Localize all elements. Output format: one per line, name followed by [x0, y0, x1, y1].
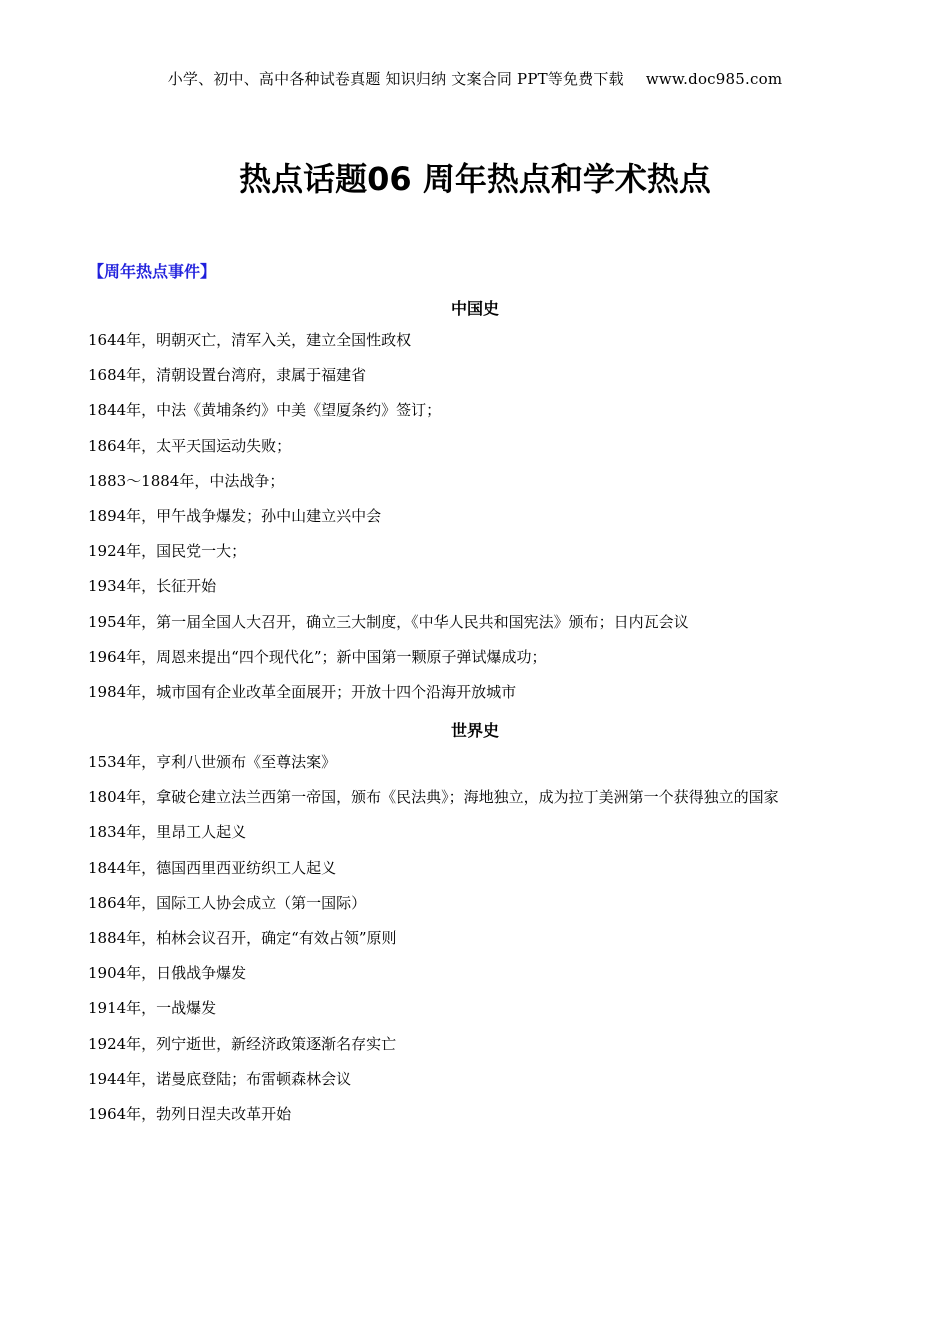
- list-item: 1804年，拿破仑建立法兰西第一帝国，颁布《民法典》；海地独立，成为拉丁美洲第一个获得独立的国家: [88, 788, 779, 807]
- list-item: 1914年，一战爆发: [88, 999, 217, 1018]
- list-item: 1944年，诺曼底登陆；布雷顿森林会议: [88, 1069, 352, 1088]
- list-item: 1844年，德国西里西亚纺织工人起义: [88, 858, 337, 877]
- china-history-list: [88, 329, 689, 716]
- world-history-list: [88, 751, 779, 1138]
- list-item: 1924年，国民党一大；: [88, 542, 247, 561]
- list-item: 1864年，太平天国运动失败；: [88, 436, 292, 455]
- header-text: 小学、初中、高中各种试卷真题 知识归纳 文案合同 PPT等免费下载: [167, 70, 624, 88]
- list-item: 1684年，清朝设置台湾府，隶属于福建省: [88, 366, 367, 385]
- header-url[interactable]: www.doc985.com: [645, 70, 783, 88]
- list-item: 1894年，甲午战争爆发；孙中山建立兴中会: [88, 506, 382, 525]
- list-item: 1644年，明朝灭亡，清军入关，建立全国性政权: [88, 331, 412, 349]
- list-item: 1964年，周恩来提出“四个现代化”；新中国第一颗原子弹试爆成功；: [88, 647, 547, 666]
- list-item: 1534年，亨利八世颁布《至尊法案》: [88, 753, 337, 771]
- list-item: 1844年，中法《黄埔条约》中美《望厦条约》签订；: [88, 401, 442, 420]
- list-item: 1883～1884年，中法战争；: [88, 471, 285, 490]
- section-label: 【周年热点事件】: [88, 262, 217, 281]
- list-item: 1864年，国际工人协会成立（第一国际）: [88, 893, 367, 912]
- list-item: 1964年，勃列日涅夫改革开始: [88, 1104, 292, 1123]
- list-item: 1954年，第一届全国人大召开，确立三大制度，《中华人民共和国宪法》颁布；日内瓦会议: [88, 612, 689, 631]
- list-item: 1904年，日俄战争爆发: [88, 964, 247, 983]
- page-title: 热点话题06 周年热点和学术热点: [239, 160, 711, 198]
- list-item: 1834年，里昂工人起义: [88, 823, 247, 842]
- world-history-heading: 世界史: [450, 721, 499, 740]
- list-item: 1984年，城市国有企业改革全面展开；开放十四个沿海开放城市: [88, 682, 517, 701]
- list-item: 1884年，柏林会议召开，确定“有效占领”原则: [88, 928, 397, 947]
- china-history-heading: 中国史: [450, 299, 499, 318]
- page-header: [0, 68, 950, 89]
- list-item: 1934年，长征开始: [88, 577, 217, 596]
- list-item: 1924年，列宁逝世，新经济政策逐渐名存实亡: [88, 1034, 397, 1053]
